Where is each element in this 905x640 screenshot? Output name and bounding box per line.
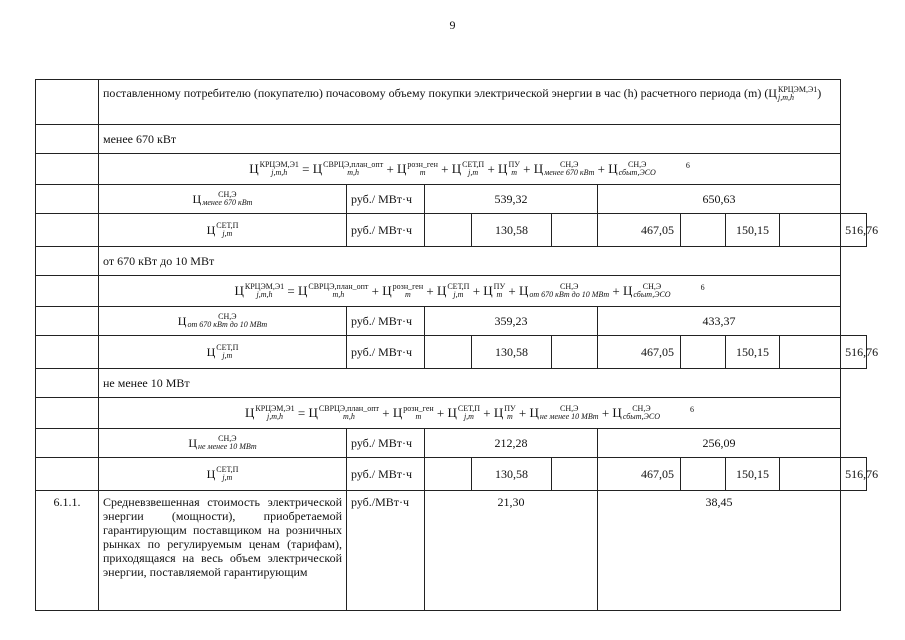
empty-cell (780, 214, 841, 247)
empty-cell (681, 336, 726, 369)
price-symbol: Ц розн_ген m (382, 282, 424, 300)
footnote-marker: 6 (700, 282, 705, 292)
left-margin-cell (36, 458, 99, 491)
price-symbol: Ц СЕТ,П j,m (206, 465, 239, 482)
value-cell: 516,76 (841, 336, 867, 369)
left-margin-cell (36, 125, 99, 154)
section-title: от 670 кВт до 10 МВт (99, 247, 841, 276)
value-cell: 130,58 (472, 458, 552, 491)
price-symbol: Ц ПУ m (498, 160, 520, 178)
unit-cell: руб./ МВт·ч (347, 214, 425, 247)
price-symbol: Ц СН,Э сбыт,ЭСО (612, 404, 661, 422)
page-number: 9 (449, 18, 456, 32)
price-symbol: Ц СН,Э менее 670 кВт (533, 160, 595, 178)
value-cell: 516,76 (841, 458, 867, 491)
footnote-marker: 6 (690, 404, 695, 414)
price-symbol: Ц СВРЦЭ,план_опт m,h (312, 160, 384, 178)
empty-cell (425, 214, 472, 247)
price-symbol: Ц розн_ген m (397, 160, 438, 178)
unit-cell: руб./ МВт·ч (347, 185, 425, 214)
value-cell: 150,15 (726, 214, 780, 247)
empty-cell (552, 458, 598, 491)
left-margin-cell (36, 154, 99, 185)
tariff-table (35, 79, 879, 611)
price-symbol: Ц СВРЦЭ,план_опт m,h (297, 282, 369, 300)
section-title: не менее 10 МВт (99, 369, 841, 398)
component-label (99, 336, 347, 369)
value-cell: 150,15 (726, 336, 780, 369)
footnote-marker: 6 (685, 160, 690, 170)
value-cell: 212,28 (425, 429, 598, 458)
price-symbol: Ц СЕТ,П j,m (451, 160, 485, 178)
price-formula: Ц КРЦЭМ,Э1 j,m,h = Ц СВРЦЭ,план_опт m,h + Ц розн_ген m + Ц СЕТ,П j,m + Ц ПУ m + Ц СН,Э не менее 10 МВт + Ц СН,Э сбыт,ЭСО $^6$ (99, 398, 841, 429)
intro-text: поставленному потребителю (покупателю) почасовому объему покупки электрической энергии в час (h) расчетного периода (m) (Ц КРЦЭМ,Э1 j,m,h ) (99, 80, 841, 125)
value-cell: 359,23 (425, 307, 598, 336)
price-symbol: Ц СН,Э не менее 10 МВт (188, 434, 257, 451)
left-margin-cell (36, 276, 99, 307)
price-symbol: Ц КРЦЭМ,Э1 j,m,h (234, 282, 285, 300)
left-margin-cell (36, 369, 99, 398)
value-cell: 539,32 (425, 185, 598, 214)
item-description: Средневзвешенная стоимость электрической энергии (мощности), приобретаемой гарантирующим поставщиком на розничных рынках по регулируемым ценам (тарифам), приходящаяся на весь объем электрической энергии, поставляемой гарантирующим (99, 491, 347, 611)
value-cell: 130,58 (472, 336, 552, 369)
empty-cell (681, 214, 726, 247)
component-label (99, 214, 347, 247)
price-symbol: Ц КРЦЭМ,Э1 j,m,h (249, 160, 299, 178)
left-margin-cell (36, 307, 99, 336)
unit-cell: руб./ МВт·ч (347, 458, 425, 491)
empty-cell (552, 336, 598, 369)
empty-cell (681, 458, 726, 491)
price-symbol: Ц СЕТ,П j,m (447, 404, 480, 422)
empty-cell (780, 336, 841, 369)
left-margin-cell (36, 336, 99, 369)
price-symbol: Ц СЕТ,П j,m (206, 343, 239, 360)
value-cell: 130,58 (472, 214, 552, 247)
price-symbol: Ц СН,Э от 670 кВт до 10 МВт (518, 282, 610, 300)
component-label (99, 185, 347, 214)
price-symbol: Ц СН,Э сбыт,ЭСО (622, 282, 671, 300)
price-symbol: Ц СЕТ,П j,m (436, 282, 470, 300)
value-cell: 21,30 (425, 491, 598, 611)
section-title: менее 670 кВт (99, 125, 841, 154)
value-cell: 256,09 (598, 429, 841, 458)
value-cell: 650,63 (598, 185, 841, 214)
price-symbol: Ц ПУ m (493, 404, 516, 422)
price-formula: Ц КРЦЭМ,Э1 j,m,h = Ц СВРЦЭ,план_опт m,h + Ц розн_ген m + Ц СЕТ,П j,m + Ц ПУ m + Ц СН,Э от 670 кВт до 10 МВт + Ц СН,Э сбыт,ЭСО $^6$ (99, 276, 841, 307)
value-cell: 38,45 (598, 491, 841, 611)
left-margin-cell (36, 398, 99, 429)
value-cell: 150,15 (726, 458, 780, 491)
price-symbol: Ц СН,Э от 670 кВт до 10 МВт (177, 312, 268, 329)
item-number: 6.1.1. (36, 491, 99, 611)
value-cell: 516,76 (841, 214, 867, 247)
price-symbol: Ц КРЦЭМ,Э1 j,m,h (245, 404, 295, 422)
left-margin-cell (36, 247, 99, 276)
left-margin-cell (36, 185, 99, 214)
unit-cell: руб./МВт·ч (347, 491, 425, 611)
empty-cell (425, 458, 472, 491)
unit-cell: руб./ МВт·ч (347, 307, 425, 336)
price-symbol: Ц СН,Э менее 670 кВт (192, 190, 253, 207)
unit-cell: руб./ МВт·ч (347, 429, 425, 458)
value-cell: 467,05 (598, 214, 681, 247)
price-formula: Ц КРЦЭМ,Э1 j,m,h = Ц СВРЦЭ,план_опт m,h + Ц розн_ген m + Ц СЕТ,П j,m + Ц ПУ m + Ц СН,Э менее 670 кВт + Ц СН,Э сбыт,ЭСО $^6$ (99, 154, 841, 185)
price-symbol: Ц ПУ m (483, 282, 506, 300)
unit-cell: руб./ МВт·ч (347, 336, 425, 369)
component-label (99, 307, 347, 336)
left-margin-cell (36, 429, 99, 458)
component-label (99, 458, 347, 491)
empty-cell (780, 458, 841, 491)
left-margin-cell (36, 214, 99, 247)
price-symbol: Ц СН,Э не менее 10 МВт (529, 404, 599, 422)
price-symbol: Ц СВРЦЭ,план_опт m,h (308, 404, 379, 422)
price-symbol: Ц СЕТ,П j,m (206, 221, 239, 238)
left-margin-cell (36, 80, 99, 125)
price-symbol: Ц розн_ген m (392, 404, 434, 422)
empty-cell (552, 214, 598, 247)
component-label (99, 429, 347, 458)
value-cell: 467,05 (598, 458, 681, 491)
empty-cell (425, 336, 472, 369)
value-cell: 433,37 (598, 307, 841, 336)
price-symbol: Ц СН,Э сбыт,ЭСО (608, 160, 656, 178)
value-cell: 467,05 (598, 336, 681, 369)
